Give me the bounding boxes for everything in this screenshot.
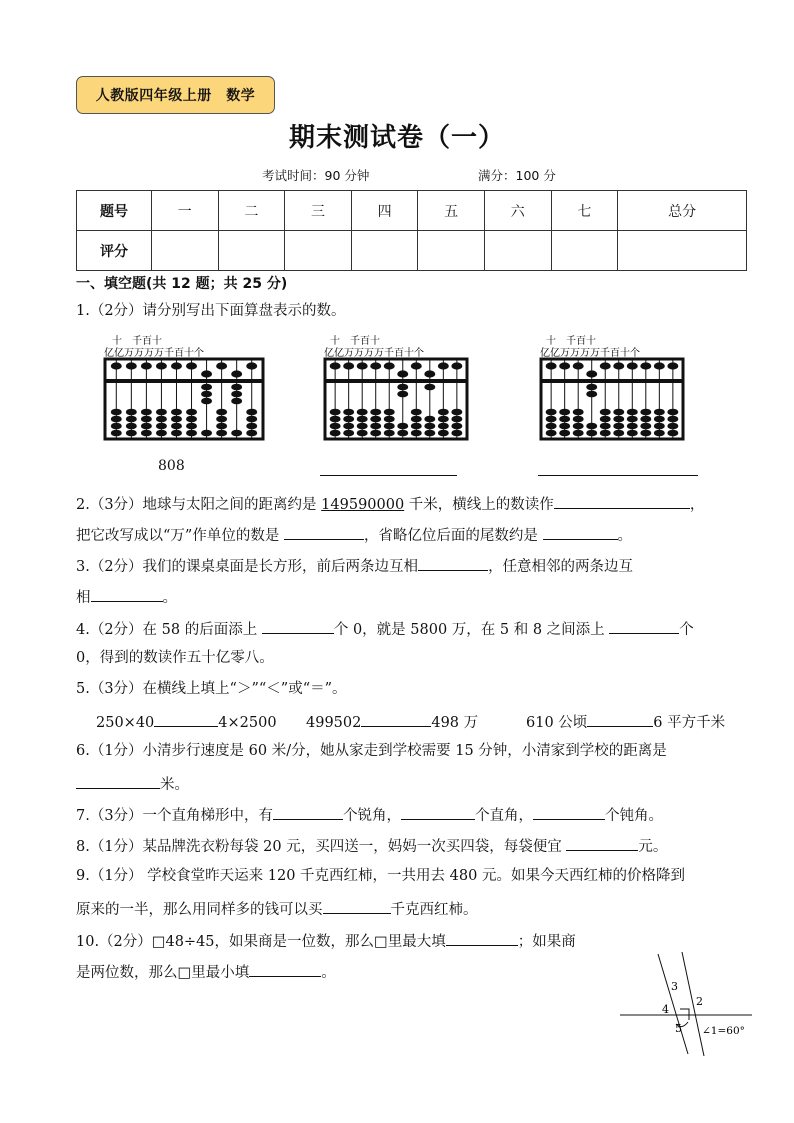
- abacus-bead: [397, 391, 408, 398]
- score-cell[interactable]: [218, 231, 285, 271]
- question-7: [76, 803, 663, 826]
- abacus-bead: [613, 362, 624, 369]
- abacus-bead: [231, 370, 242, 377]
- abacus-bead: [186, 423, 197, 430]
- abacus-bead: [640, 423, 651, 430]
- abacus-label-top: 十 千百十: [546, 336, 596, 347]
- abacus-bead: [343, 409, 354, 416]
- question-2-line-1: [76, 492, 704, 515]
- score-table: [76, 190, 747, 271]
- abacus-bead: [654, 423, 665, 430]
- question-4-line-1: [76, 617, 694, 640]
- abacus-bead: [546, 409, 557, 416]
- abacus-bead: [411, 430, 422, 437]
- header-cell: 五: [418, 191, 485, 231]
- question-6-line-2: [76, 772, 189, 795]
- header-cell: 四: [351, 191, 418, 231]
- abacus-bead: [654, 416, 665, 423]
- abacus-bead: [424, 370, 435, 377]
- abacus-bead: [343, 362, 354, 369]
- abacus-bead: [141, 409, 152, 416]
- abacus-bead: [111, 423, 122, 430]
- abacus-3: [538, 333, 688, 443]
- score-cell[interactable]: [484, 231, 551, 271]
- header-cell: 二: [218, 191, 285, 231]
- text: 4.（2分）在 58 的后面添上: [76, 622, 262, 638]
- score-cell[interactable]: [351, 231, 418, 271]
- abacus-bead: [411, 423, 422, 430]
- answer-blank[interactable]: [284, 523, 364, 540]
- abacus-bead: [424, 384, 435, 391]
- abacus-bead: [559, 409, 570, 416]
- abacus-bead: [216, 409, 227, 416]
- abacus-bead: [667, 423, 678, 430]
- text: 个直角，: [475, 808, 534, 824]
- abacus-bead: [640, 416, 651, 423]
- text: ，: [689, 497, 705, 513]
- abacus-bead: [171, 409, 182, 416]
- abacus-bead: [667, 416, 678, 423]
- abacus-bead: [451, 430, 462, 437]
- text: 498 万: [431, 715, 479, 731]
- text: 个 0，就是 5800 万，在 5 和 8 之间添上: [333, 622, 610, 638]
- abacus-bead: [186, 430, 197, 437]
- abacus-bead: [216, 362, 227, 369]
- abacus-bead: [141, 416, 152, 423]
- compare-1: [96, 710, 277, 733]
- abacus-bead: [156, 430, 167, 437]
- abacus-1: [102, 333, 268, 443]
- abacus-bead: [600, 362, 611, 369]
- text: 个钝角。: [605, 808, 664, 824]
- question-3-line-1: [76, 554, 633, 577]
- abacus-bead: [330, 430, 341, 437]
- page-title: 期末测试卷（一）: [288, 123, 505, 153]
- abacus-bead: [343, 416, 354, 423]
- answer-blank[interactable]: [249, 960, 321, 977]
- abacus-bead: [438, 416, 449, 423]
- text: 8.（1分）某品牌洗衣粉每袋 20 元，买四送一，妈妈一次买四袋，每袋便宜: [76, 839, 567, 855]
- abacus-bead: [600, 430, 611, 437]
- text: 。: [162, 590, 177, 606]
- abacus-bead: [586, 391, 597, 398]
- abacus-bead: [126, 362, 137, 369]
- compare-2: [306, 710, 478, 733]
- header-cell: 一: [152, 191, 219, 231]
- angle-label-1: ∠1=60°: [702, 1025, 745, 1037]
- abacus-bead: [451, 423, 462, 430]
- text: 相: [76, 590, 91, 606]
- abacus-bead: [627, 409, 638, 416]
- abacus-bead: [640, 409, 651, 416]
- text: 2.（3分）地球与太阳之间的距离约是: [76, 497, 322, 513]
- abacus-bead: [586, 370, 597, 377]
- text: ，省略亿位后面的尾数约是: [363, 528, 543, 544]
- abacus-bead: [171, 423, 182, 430]
- text: 3.（2分）我们的课桌桌面是长方形，前后两条边互相: [76, 559, 419, 575]
- abacus-bead: [231, 391, 242, 398]
- abacus-bead: [573, 423, 584, 430]
- angle-figure: [618, 952, 754, 1060]
- abacus-bead: [370, 409, 381, 416]
- header-cell: 题号: [77, 191, 152, 231]
- abacus-bead: [384, 409, 395, 416]
- abacus-bead: [654, 362, 665, 369]
- answer-blank[interactable]: [418, 554, 488, 571]
- abacus-bead: [397, 430, 408, 437]
- abacus-bead: [111, 362, 122, 369]
- question-9-line-1: 9.（1分） 学校食堂昨天运来 120 千克西红柿，一共用去 480 元。如果今天西红柿的价格降到: [76, 868, 685, 884]
- abacus-bead: [186, 416, 197, 423]
- abacus-bead: [216, 416, 227, 423]
- abacus-bead: [667, 409, 678, 416]
- answer-blank[interactable]: [273, 803, 343, 820]
- abacus-bead: [201, 370, 212, 377]
- abacus-bead: [370, 430, 381, 437]
- angle-label-2: 2: [696, 995, 703, 1008]
- abacus-bead: [411, 409, 422, 416]
- abacus-bead: [201, 391, 212, 398]
- abacus-bead: [343, 430, 354, 437]
- header-cell: 六: [484, 191, 551, 231]
- abacus-bead: [370, 362, 381, 369]
- answer-blank[interactable]: [609, 617, 679, 634]
- question-6-line-1: 6.（1分）小清步行速度是 60 米/分，她从家走到学校需要 15 分钟，小清家到学校的距离是: [76, 743, 667, 759]
- text: 千克西红柿。: [390, 902, 478, 918]
- abacus-bead: [216, 423, 227, 430]
- abacus-bead: [246, 423, 257, 430]
- abacus-bead: [156, 409, 167, 416]
- abacus-bead: [330, 409, 341, 416]
- answer-blank[interactable]: [401, 803, 475, 820]
- abacus-bead: [141, 423, 152, 430]
- abacus-bead: [559, 362, 570, 369]
- abacus-bead: [246, 416, 257, 423]
- abacus-bead: [201, 398, 212, 405]
- abacus-bead: [600, 409, 611, 416]
- abacus-bead: [573, 362, 584, 369]
- abacus-bead: [141, 362, 152, 369]
- header-cell: 三: [285, 191, 352, 231]
- abacus-bead: [246, 409, 257, 416]
- answer-blank[interactable]: [361, 710, 431, 727]
- text: 10.（2分）□48÷45，如果商是一位数，那么□里最大填: [76, 934, 446, 950]
- abacus-bead: [613, 430, 624, 437]
- row-label: 评分: [77, 231, 152, 271]
- abacus-bead: [424, 423, 435, 430]
- edition-badge: 人教版四年级上册 数学: [76, 76, 275, 114]
- score-cell[interactable]: [551, 231, 618, 271]
- answer-blank-3[interactable]: [538, 475, 698, 476]
- question-4-line-2: 0，得到的数读作五十亿零八。: [76, 650, 274, 666]
- abacus-bead: [397, 423, 408, 430]
- abacus-2: [322, 333, 472, 443]
- abacus-bead: [627, 430, 638, 437]
- abacus-bead: [126, 430, 137, 437]
- text: 7.（3分）一个直角梯形中，有: [76, 808, 274, 824]
- abacus-bead: [384, 423, 395, 430]
- abacus-bead: [627, 362, 638, 369]
- answer-blank[interactable]: [587, 710, 653, 727]
- abacus-bead: [357, 409, 368, 416]
- score-cell[interactable]: [285, 231, 352, 271]
- text: 千米，横线上的数读作: [404, 497, 554, 513]
- abacus-bead: [573, 416, 584, 423]
- abacus-bead: [330, 416, 341, 423]
- full-score: 满分：100 分: [478, 168, 556, 183]
- abacus-bead: [573, 409, 584, 416]
- score-table-score-row: [77, 231, 747, 271]
- abacus-bead: [357, 423, 368, 430]
- abacus-bead: [384, 416, 395, 423]
- question-10-line-2: [76, 960, 336, 983]
- abacus-bead: [111, 430, 122, 437]
- abacus-bead: [613, 416, 624, 423]
- question-10-line-1: [76, 929, 576, 952]
- question-8: [76, 834, 667, 857]
- abacus-bead: [201, 384, 212, 391]
- score-table-header-row: [77, 191, 747, 231]
- abacus-bead: [171, 416, 182, 423]
- abacus-bead: [424, 416, 435, 423]
- abacus-bead: [111, 416, 122, 423]
- abacus-bead: [330, 423, 341, 430]
- abacus-bead: [546, 430, 557, 437]
- abacus-label-top: 十 千百十: [330, 336, 380, 347]
- text: 499502: [306, 715, 362, 731]
- abacus-answer-1: 808: [158, 458, 185, 474]
- text: 原来的一半，那么用同样多的钱可以买: [76, 902, 323, 918]
- text: 米。: [160, 777, 189, 793]
- text: 个: [679, 622, 694, 638]
- answer-blank[interactable]: [446, 929, 518, 946]
- text: 把它改写成以“万”作单位的数是: [76, 528, 284, 544]
- abacus-bead: [411, 416, 422, 423]
- abacus-bead: [451, 362, 462, 369]
- abacus-bead: [357, 416, 368, 423]
- header-cell: 七: [551, 191, 618, 231]
- abacus-bead: [654, 409, 665, 416]
- abacus-bead: [201, 430, 212, 437]
- abacus-bead: [667, 362, 678, 369]
- abacus-bead: [171, 362, 182, 369]
- abacus-bead: [186, 409, 197, 416]
- text: 4×2500: [218, 715, 277, 731]
- answer-blank[interactable]: [543, 523, 618, 540]
- abacus-bead: [111, 409, 122, 416]
- question-1: 1.（2分）请分别写出下面算盘表示的数。: [76, 303, 346, 319]
- abacus-bead: [424, 430, 435, 437]
- abacus-bead: [627, 423, 638, 430]
- question-9-line-2: [76, 897, 478, 920]
- text: 个锐角，: [343, 808, 402, 824]
- abacus-bead: [586, 430, 597, 437]
- answer-blank[interactable]: [262, 617, 334, 634]
- abacus-bead: [546, 362, 557, 369]
- abacus-bead: [384, 430, 395, 437]
- abacus-bead: [627, 416, 638, 423]
- answer-blank[interactable]: [91, 585, 163, 602]
- abacus-bead: [438, 423, 449, 430]
- abacus-bead: [231, 398, 242, 405]
- abacus-bead: [573, 430, 584, 437]
- answer-blank[interactable]: [323, 897, 391, 914]
- answer-blank[interactable]: [533, 803, 605, 820]
- abacus-bead: [451, 409, 462, 416]
- text: 。: [321, 965, 336, 981]
- abacus-bead: [156, 416, 167, 423]
- abacus-bead: [438, 409, 449, 416]
- abacus-bead: [411, 362, 422, 369]
- abacus-bead: [231, 430, 242, 437]
- abacus-bead: [156, 362, 167, 369]
- abacus-bead: [186, 362, 197, 369]
- abacus-bead: [546, 416, 557, 423]
- abacus-bead: [586, 423, 597, 430]
- abacus-bead: [640, 362, 651, 369]
- answer-blank[interactable]: [554, 492, 690, 509]
- abacus-bead: [246, 430, 257, 437]
- header-cell: 总分: [618, 191, 747, 231]
- text: ；如果商: [517, 934, 576, 950]
- answer-blank-2[interactable]: [320, 475, 457, 476]
- abacus-bead: [438, 430, 449, 437]
- compare-3: [526, 710, 725, 733]
- abacus-bead: [370, 423, 381, 430]
- answer-blank[interactable]: [566, 834, 638, 851]
- text: ，任意相邻的两条边互: [488, 559, 634, 575]
- abacus-bead: [156, 423, 167, 430]
- abacus-bead: [343, 423, 354, 430]
- distance-number: 149590000: [321, 497, 405, 513]
- section-heading: 一、填空题(共 12 题；共 25 分): [76, 276, 288, 292]
- text: 。: [617, 528, 633, 544]
- abacus-bead: [357, 362, 368, 369]
- abacus-bead: [330, 362, 341, 369]
- angle-label-5: 5: [675, 1022, 682, 1035]
- answer-blank[interactable]: [76, 772, 160, 789]
- abacus-bead: [613, 409, 624, 416]
- question-5: 5.（3分）在横线上填上“＞”“＜”或“＝”。: [76, 681, 347, 697]
- abacus-label-bottom: 亿亿万万万万千百十个: [540, 348, 640, 359]
- abacus-bead: [231, 384, 242, 391]
- abacus-bead: [357, 430, 368, 437]
- abacus-bead: [546, 423, 557, 430]
- abacus-label-top: 十 千百十: [112, 336, 162, 347]
- abacus-label-bottom: 亿亿万万万万千百十个: [324, 348, 424, 359]
- abacus-bead: [667, 430, 678, 437]
- abacus-bead: [654, 430, 665, 437]
- abacus-bead: [559, 423, 570, 430]
- text: 250×40: [96, 715, 155, 731]
- abacus-bead: [216, 430, 227, 437]
- text: 元。: [638, 839, 668, 855]
- abacus-bead: [451, 416, 462, 423]
- text: 6 平方千米: [653, 715, 726, 731]
- text: 是两位数，那么□里最小填: [76, 965, 250, 981]
- abacus-bead: [559, 430, 570, 437]
- abacus-bead: [600, 416, 611, 423]
- abacus-bead: [126, 409, 137, 416]
- exam-time: 考试时间：90 分钟: [262, 168, 370, 183]
- score-cell[interactable]: [418, 231, 485, 271]
- abacus-bead: [559, 416, 570, 423]
- angle-label-3: 3: [671, 980, 678, 993]
- question-3-line-2: [76, 585, 177, 608]
- abacus-bead: [613, 423, 624, 430]
- abacus-bead: [438, 362, 449, 369]
- score-cell[interactable]: [152, 231, 219, 271]
- abacus-bead: [246, 362, 257, 369]
- abacus-bead: [126, 416, 137, 423]
- abacus-bead: [370, 416, 381, 423]
- abacus-bead: [586, 384, 597, 391]
- abacus-bead: [397, 384, 408, 391]
- abacus-bead: [640, 430, 651, 437]
- text: 610 公顷: [526, 715, 588, 731]
- abacus-bead: [126, 423, 137, 430]
- abacus-bead: [141, 430, 152, 437]
- abacus-bead: [600, 423, 611, 430]
- answer-blank[interactable]: [154, 710, 218, 727]
- question-2-line-2: [76, 523, 632, 546]
- abacus-bead: [384, 362, 395, 369]
- abacus-bead: [397, 370, 408, 377]
- abacus-bead: [171, 430, 182, 437]
- abacus-label-bottom: 亿亿万万万万千百十个: [104, 348, 204, 359]
- angle-label-4: 4: [662, 1003, 669, 1016]
- score-cell[interactable]: [618, 231, 747, 271]
